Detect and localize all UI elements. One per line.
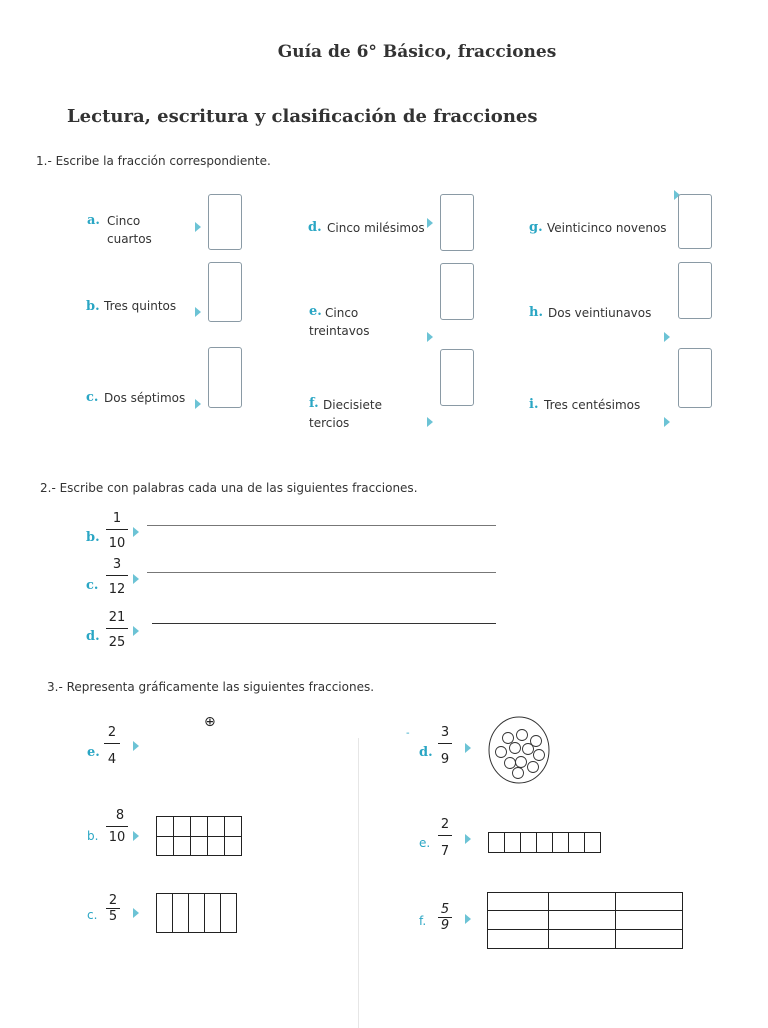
arrow-marker [465, 914, 471, 924]
arrow-marker [664, 417, 670, 427]
denominator: 10 [108, 536, 126, 551]
item-c-text: Dos séptimos [104, 391, 186, 405]
answer-box-a[interactable] [208, 194, 242, 250]
answer-box-g[interactable] [678, 194, 712, 249]
denominator: 10 [106, 826, 128, 845]
numerator: 21 [106, 610, 128, 629]
question-2-heading: 2.- Escribe con palabras cada una de las siguientes fracciones. [40, 481, 418, 495]
denominator: 5 [108, 909, 118, 924]
q3-item-c-letter: c. [87, 908, 98, 922]
answer-box-i[interactable] [678, 348, 712, 408]
numerator: 1 [106, 511, 128, 530]
item-g-text: Veinticinco novenos [547, 221, 667, 235]
arrow-marker [195, 307, 201, 317]
arrow-marker [133, 626, 139, 636]
fraction-3-12 [106, 557, 128, 597]
numerator: 8 [115, 808, 125, 823]
fraction-8-10 [106, 808, 128, 845]
q3-item-b-letter: b. [87, 829, 99, 843]
numerator: 3 [438, 725, 452, 744]
item-f-letter: f. [309, 396, 319, 411]
item-b-text: Tres quintos [104, 299, 177, 313]
grid-2x5[interactable] [156, 816, 242, 856]
answer-line-d[interactable] [152, 623, 496, 624]
arrow-marker [133, 831, 139, 841]
denominator: 4 [107, 752, 117, 767]
numerator: 2 [438, 817, 452, 836]
item-i-letter: i. [529, 397, 539, 412]
answer-box-h[interactable] [678, 262, 712, 319]
arrow-marker [427, 332, 433, 342]
answer-box-f[interactable] [440, 349, 474, 406]
column-divider [358, 738, 359, 1028]
numerator: 2 [106, 893, 120, 909]
answer-line-c[interactable] [147, 572, 496, 573]
item-d-letter: d. [308, 220, 322, 235]
denominator: 7 [440, 844, 450, 859]
circle-cross-icon: ⊕ [204, 714, 216, 730]
q2-item-d-letter: d. [86, 629, 100, 644]
section-title: Lectura, escritura y clasificación de fracciones [67, 106, 538, 127]
answer-line-b[interactable] [147, 525, 496, 526]
denominator: 9 [440, 752, 450, 767]
fraction-2-7 [438, 817, 452, 859]
q3-item-e-letter: e. [87, 745, 100, 760]
item-b-letter: b. [86, 299, 100, 314]
page-title: Guía de 6° Básico, fracciones [277, 42, 557, 62]
arrow-marker [195, 222, 201, 232]
answer-box-b[interactable] [208, 262, 242, 322]
fraction-1-10 [106, 511, 128, 551]
dash-mark: - [406, 728, 410, 739]
item-c-letter: c. [86, 390, 99, 405]
answer-box-e[interactable] [440, 263, 474, 320]
denominator: 12 [108, 582, 126, 597]
circle-with-dots-figure[interactable] [487, 715, 551, 785]
q3-item-e2-letter: e. [419, 836, 431, 850]
item-g-letter: g. [529, 220, 543, 235]
arrow-marker [427, 218, 433, 228]
arrow-marker [465, 743, 471, 753]
grid-3x3[interactable] [487, 892, 683, 949]
q2-item-b-letter: b. [86, 530, 100, 545]
arrow-marker [133, 741, 139, 751]
numerator: 5 [438, 902, 452, 918]
arrow-marker [195, 399, 201, 409]
numerator: 3 [106, 557, 128, 576]
answer-box-c[interactable] [208, 347, 242, 408]
item-d-text: Cinco milésimos [327, 221, 425, 235]
item-h-letter: h. [529, 305, 543, 320]
q3-item-f-letter: f. [419, 914, 427, 928]
numerator: 2 [104, 725, 120, 744]
grid-1x7[interactable] [488, 832, 601, 853]
answer-box-d[interactable] [440, 194, 474, 251]
arrow-marker [133, 574, 139, 584]
fraction-3-9 [438, 725, 452, 767]
item-f-text: Diecisiete tercios [309, 398, 382, 430]
question-1-heading: 1.- Escribe la fracción correspondiente. [36, 154, 271, 168]
question-3-heading: 3.- Representa gráficamente las siguientes fracciones. [47, 680, 375, 694]
item-a-text: Cinco cuartos [107, 214, 152, 246]
arrow-marker [427, 417, 433, 427]
item-a-letter: a. [87, 213, 100, 228]
item-h-text: Dos veintiunavos [548, 306, 652, 320]
grid-1x5[interactable] [156, 893, 237, 933]
fraction-5-9 [438, 902, 452, 933]
q2-item-c-letter: c. [86, 578, 99, 593]
q3-item-d-letter: d. [419, 745, 433, 760]
arrow-marker [133, 527, 139, 537]
denominator: 25 [108, 635, 126, 650]
item-e-letter: e. [309, 304, 322, 319]
fraction-2-4 [104, 725, 120, 767]
denominator: 9 [440, 918, 450, 933]
arrow-marker [664, 332, 670, 342]
arrow-marker [133, 908, 139, 918]
fraction-21-25 [106, 610, 128, 650]
arrow-marker [465, 834, 471, 844]
item-e-text: Cinco treintavos [309, 306, 370, 338]
item-i-text: Tres centésimos [544, 398, 641, 412]
fraction-2-5 [106, 893, 120, 924]
